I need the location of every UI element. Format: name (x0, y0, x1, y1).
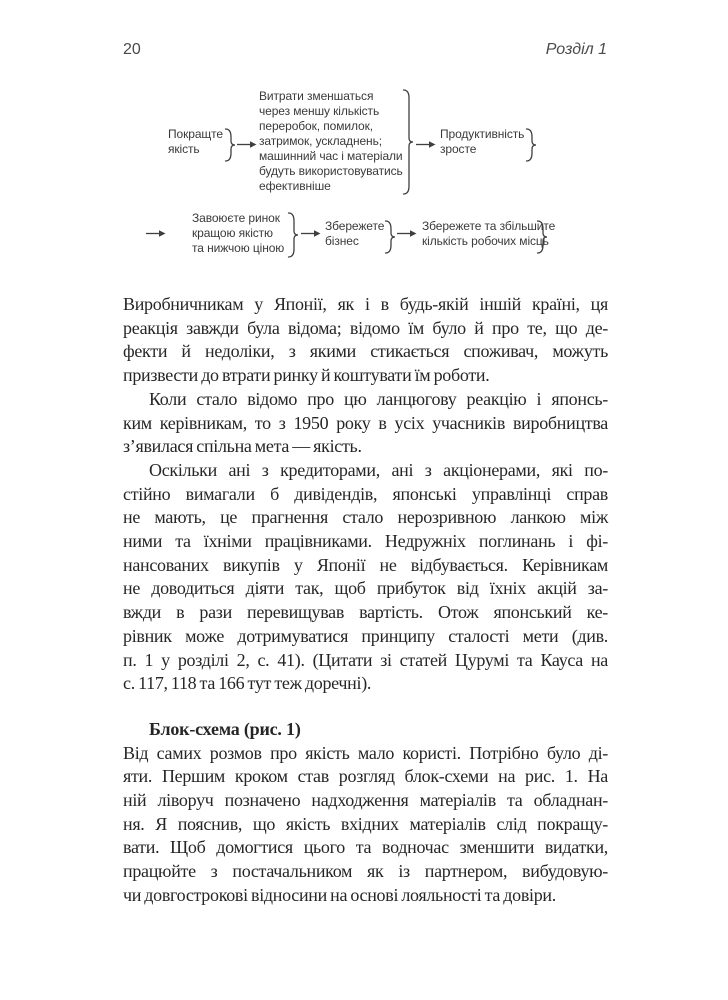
brace-icon (536, 220, 549, 254)
arrow-icon (146, 229, 166, 238)
chapter-label: Розділ 1 (545, 41, 607, 58)
diagram-node-costs-decrease: Витрати зменшаться через меншу кількість переробок, помилок, затримок, ускладнень; машинний час і матеріали будуть використовуватись ефективніше (259, 89, 403, 193)
diagram-node-capture-market: Завоюєте ринок кращою якістю та нижчою ціною (192, 211, 285, 255)
arrow-icon (416, 140, 436, 149)
brace-icon (384, 220, 397, 254)
paragraph-common-aim-quality: Коли стало відомо про цю ланцюгову реакцію і японсь- ким керівникам, то з 1950 року в усіх учасників виробництва з’явилася спільна мета — якість. (123, 388, 608, 457)
brace-icon (224, 128, 237, 162)
paragraph-constancy-of-purpose: Оскільки ані з кредиторами, ані з акціонерами, які по- стійно вимагали б дивідендів, японські управлінці справ не мають, це прагнення стало нерозривною ланкою між ними та їхніми працівниками. Недружніх поглинань і фі- нансованих викупів у Японії не відбувається. Керівникам не доводиться діяти так, щоб прибуток від їхніх акцій за- вжди в рази перевищував вартість. Отож японський ке- рівник може дотримуватися принципу сталості мети (див. п. 1 у розділі 2, с. 41). (Цитати зі статей Цурумі та Кауса на с. 117, 118 та 166 тут теж доречні). (123, 459, 608, 694)
brace-icon (402, 89, 415, 195)
diagram-node-stay-in-business: Збережете бізнес (325, 219, 385, 248)
paragraph-flow-diagram-intro: Від самих розмов про якість мало користі. Потрібно було ді- яти. Першим кроком став розгляд блок-схеми на рис. 1. На ній ліворуч позначено надходження матеріалів та обладнан- ня. Я пояснив, що якість вхідних матеріалів слід покращу- вати. Щоб домогтися цього та водночас зменшити видатки, працюйте з постачальником як із партнером, вибудовую- чи довгострокові відносини на основі лояльності та довіри. (123, 742, 608, 905)
brace-icon (525, 128, 538, 162)
page-number: 20 (123, 41, 141, 58)
arrow-icon (237, 140, 257, 149)
arrow-icon (397, 229, 417, 238)
diagram-node-provide-jobs: Збережете та збільшите кількість робочих місць (422, 219, 556, 248)
diagram-node-improve-quality: Покращте якість (168, 127, 224, 156)
paragraph-chain-reaction-known: Виробничникам у Японії, як і в будь-якій іншій країні, ця реакція завжди була відома; відомо їм було й про те, що де- фекти й недоліки, з якими стикається споживач, можуть призвести до втрати ринку й коштувати їм роботи. (123, 294, 608, 386)
body-text (123, 293, 608, 908)
diagram-node-productivity-rises: Продуктивність зросте (440, 127, 525, 156)
brace-icon (287, 212, 300, 258)
arrow-icon (301, 229, 321, 238)
section-heading-flow-diagram: Блок-схема (рис. 1) (149, 718, 301, 739)
